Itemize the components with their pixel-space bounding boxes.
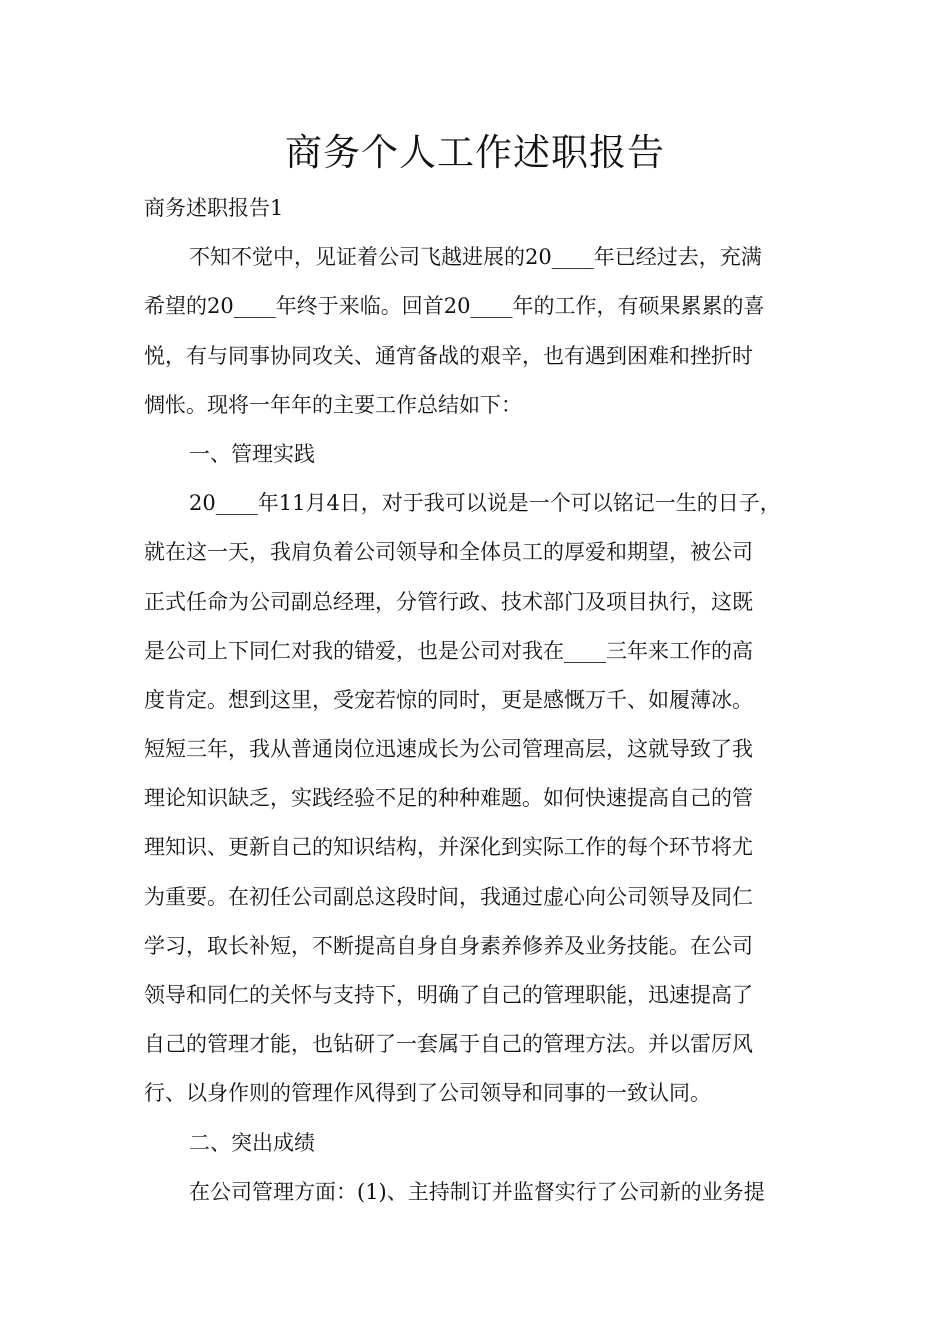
text-line: 希望的20____年终于来临。回首20____年的工作，有硕果累累的喜: [144, 294, 765, 319]
text-line: 自己的管理才能，也钻研了一套属于自己的管理方法。并以雷厉风: [144, 1032, 753, 1057]
text-line: 正式任命为公司副总经理，分管行政、技术部门及项目执行，这既: [144, 589, 753, 614]
document-body: [144, 184, 824, 1217]
text-line: 学习，取长补短，不断提高自身自身素养修养及业务技能。在公司: [144, 933, 753, 958]
text-line: 度肯定。想到这里，受宠若惊的同时，更是感慨万千、如履薄冰。: [144, 687, 753, 712]
text-line: 不知不觉中，见证着公司飞越进展的20____年已经过去，充满: [189, 245, 762, 270]
text-line: 20____年11月4日，对于我可以说是一个可以铭记一生的日子，: [189, 491, 781, 516]
text-line: 惆怅。现将一年年的主要工作总结如下：: [144, 392, 522, 417]
text-line: 短短三年，我从普通岗位迅速成长为公司管理高层，这就导致了我: [144, 737, 753, 762]
document-title: 商务个人工作述职报告: [285, 131, 665, 174]
text-line: 行、以身作则的管理作风得到了公司领导和同事的一致认同。: [144, 1081, 711, 1106]
text-line: 二、突出成绩: [189, 1130, 315, 1155]
text-line: 一、管理实践: [189, 441, 315, 466]
text-line: 悦，有与同事协同攻关、通宵备战的艰辛，也有遇到困难和挫折时: [144, 343, 753, 368]
text-line: 是公司上下同仁对我的错爱，也是公司对我在____三年来工作的高: [144, 638, 753, 663]
paragraph-lines: [144, 233, 824, 1217]
text-line: 为重要。在初任公司副总这段时间，我通过虚心向公司领导及同仁: [144, 884, 753, 909]
text-line: 理知识、更新自己的知识结构，并深化到实际工作的每个环节将尤: [144, 835, 753, 860]
text-line: 理论知识缺乏，实践经验不足的种种难题。如何快速提高自己的管: [144, 786, 753, 811]
text-line: 就在这一天，我肩负着公司领导和全体员工的厚爱和期望，被公司: [144, 540, 753, 565]
section-subtitle: 商务述职报告1: [144, 196, 284, 220]
text-line: 在公司管理方面：(1)、主持制订并监督实行了公司新的业务提: [189, 1179, 765, 1204]
text-line: 领导和同仁的关怀与支持下，明确了自己的管理职能，迅速提高了: [144, 983, 753, 1007]
